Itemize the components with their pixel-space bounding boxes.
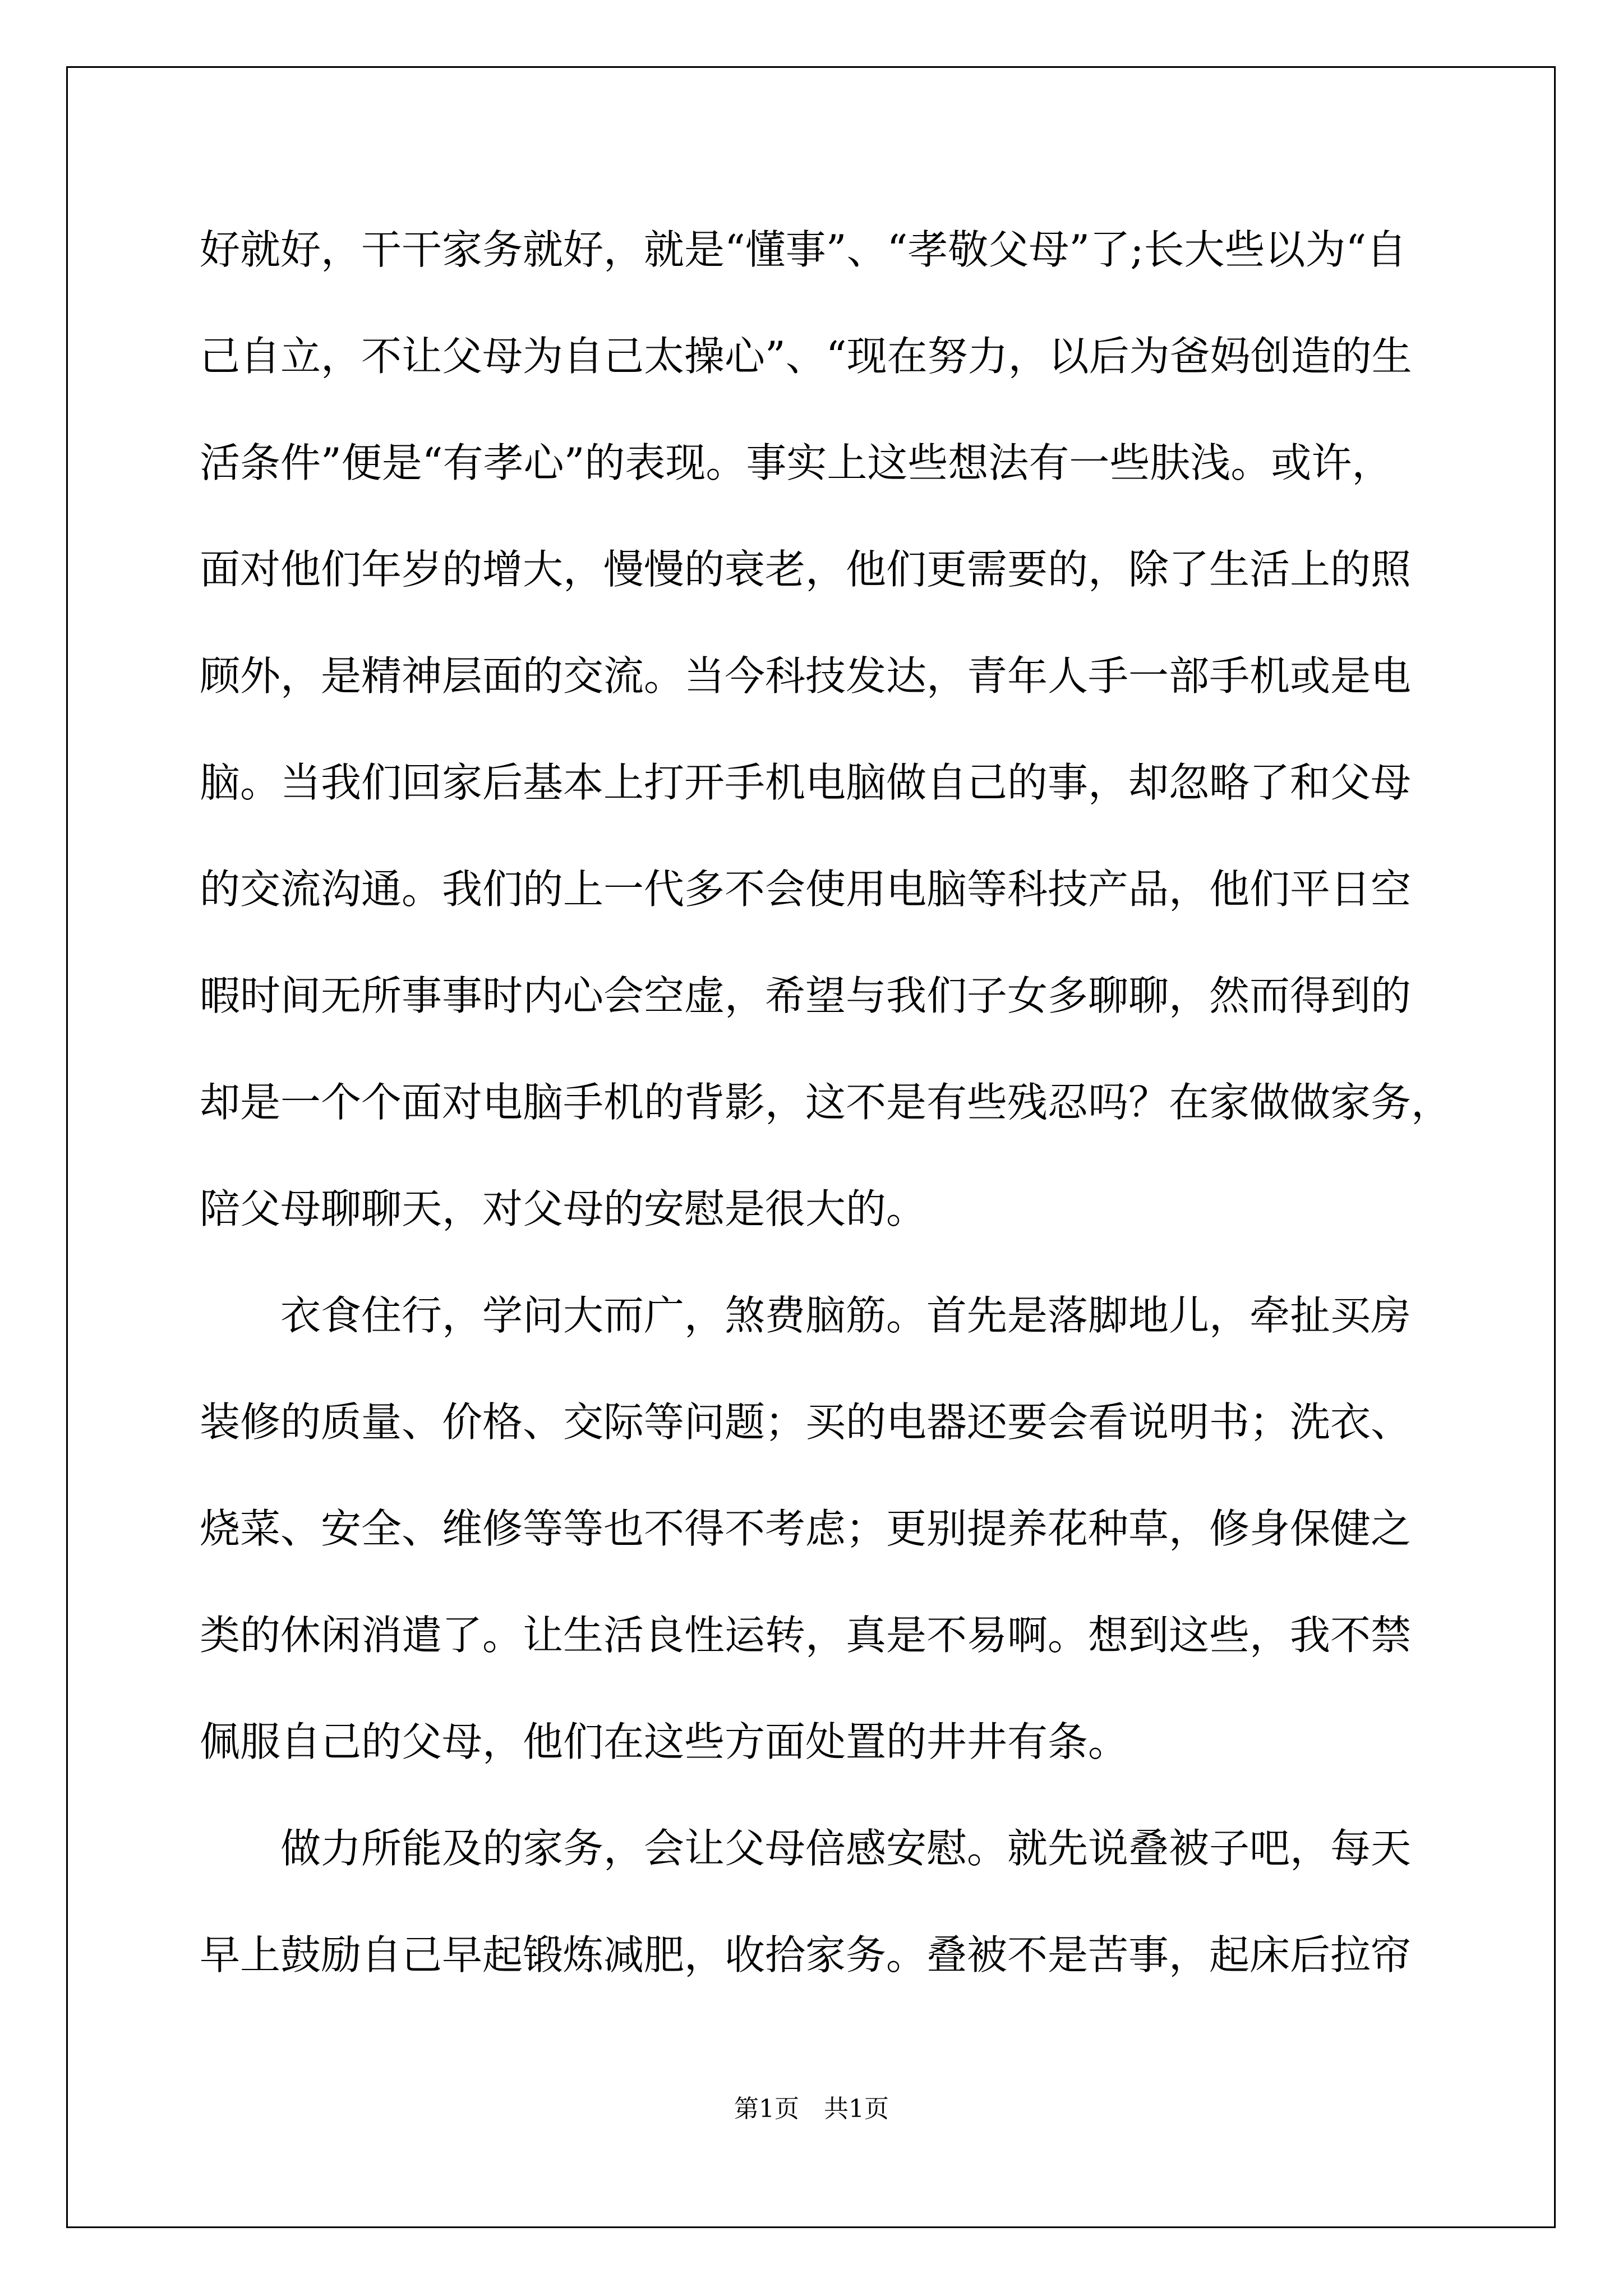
text-line: 早上鼓励自己早起锻炼减肥，收拾家务。叠被不是苦事，起床后拉帘 bbox=[200, 1931, 1412, 1978]
text-line: 面对他们年岁的增大，慢慢的衰老，他们更需要的，除了生活上的照 bbox=[200, 546, 1412, 593]
paragraph-first-line: 衣食住行，学问大而广，煞费脑筋。首先是落脚地儿，牵扯买房 bbox=[280, 1292, 1412, 1339]
text-line: 好就好，干干家务就好，就是“懂事”、“孝敬父母”了;长大些以为“自 bbox=[200, 226, 1407, 273]
text-line: 己自立，不让父母为自己太操心”、“现在努力，以后为爸妈创造的生 bbox=[200, 333, 1412, 380]
text-line: 佩服自己的父母，他们在这些方面处置的井井有条。 bbox=[200, 1718, 1129, 1765]
text-line: 装修的质量、价格、交际等问题；买的电器还要会看说明书；洗衣、 bbox=[200, 1398, 1412, 1446]
paragraph-first-line: 做力所能及的家务，会让父母倍感安慰。就先说叠被子吧，每天 bbox=[280, 1825, 1412, 1872]
text-line: 类的休闲消遣了。让生活良性运转，真是不易啊。想到这些，我不禁 bbox=[200, 1612, 1412, 1659]
text-line: 暇时间无所事事时内心会空虚，希望与我们子女多聊聊，然而得到的 bbox=[200, 972, 1412, 1019]
text-line: 活条件”便是“有孝心”的表现。事实上这些想法有一些肤浅。或许， bbox=[200, 439, 1393, 486]
text-line: 却是一个个面对电脑手机的背影，这不是有些残忍吗？在家做做家务， bbox=[200, 1079, 1452, 1126]
text-line: 顾外，是精神层面的交流。当今科技发达，青年人手一部手机或是电 bbox=[200, 652, 1412, 700]
text-line: 的交流沟通。我们的上一代多不会使用电脑等科技产品，他们平日空 bbox=[200, 866, 1412, 913]
text-line: 陪父母聊聊天，对父母的安慰是很大的。 bbox=[200, 1185, 927, 1232]
page-footer: 第1页 共1页 bbox=[734, 2095, 889, 2123]
text-line: 脑。当我们回家后基本上打开手机电脑做自己的事，却忽略了和父母 bbox=[200, 759, 1412, 806]
text-line: 烧菜、安全、维修等等也不得不考虑；更别提养花种草，修身保健之 bbox=[200, 1505, 1412, 1552]
